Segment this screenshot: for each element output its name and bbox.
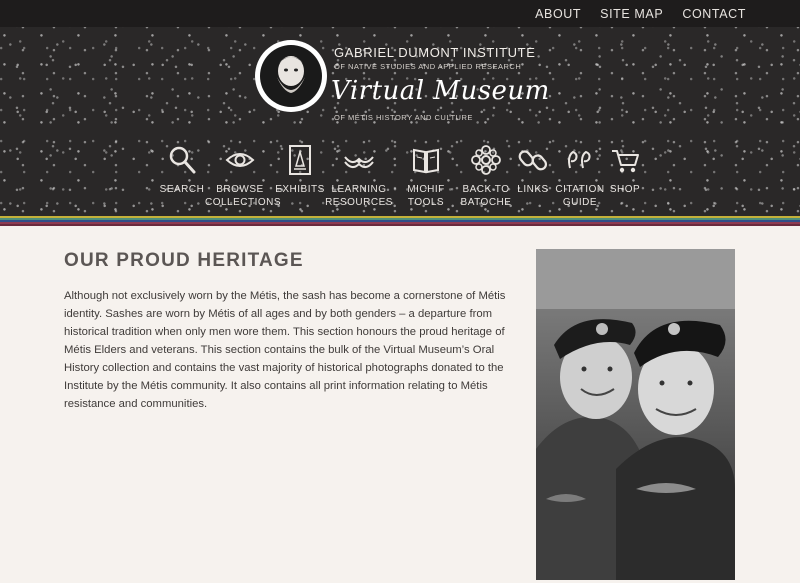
nav-learning-label: LEARNING RESOURCES (325, 184, 393, 208)
cart-icon (610, 144, 640, 176)
about-link[interactable]: ABOUT (535, 7, 582, 21)
nav-shop[interactable] (590, 144, 660, 196)
eye-icon (225, 144, 255, 176)
intro-paragraph: Although not exclusively worn by the Métis, the sash has become a cornerstone of Métis identity. Sashes are worn by Métis of all ages and by both genders – a departure from historical tradition when only men wore them. This section honours the proud heritage of Métis Elders and veterans. This section contains the bulk of the Virtual Museum’s Oral History collection and contains the vast majority of historical photographs donated to the Institute by the Métis community. It also contains all print information relating to Métis resistance and communities. (64, 290, 506, 410)
org-name: GABRIEL DUMONT INSTITUTE (334, 45, 536, 60)
open-book-icon (411, 144, 441, 176)
institute-logo[interactable] (255, 40, 327, 112)
site-header (0, 0, 800, 216)
org-subtitle: OF NATIVE STUDIES AND APPLIED RESEARCH (334, 62, 522, 71)
nav-shop-label: SHOP (609, 184, 641, 195)
nav-links-label: LINKS (517, 184, 549, 195)
nav-browse-label: BROWSE COLLECTIONS (205, 184, 282, 208)
book-icon (285, 144, 315, 176)
nav-batoche-label: BACK TO BATOCHE (460, 184, 512, 208)
chain-icon (518, 144, 548, 176)
site-map-link[interactable]: SITE MAP (600, 7, 664, 21)
portrait-icon (260, 45, 322, 107)
flower-icon (471, 144, 501, 176)
nav-exhibits-label: EXHIBITS (275, 184, 325, 195)
nav-learning-resources[interactable] (324, 144, 394, 209)
nav-search-label: SEARCH (159, 184, 205, 195)
museum-title[interactable]: Virtual Museum (331, 76, 550, 106)
veterans-photo (536, 249, 735, 580)
sash-icon (344, 144, 374, 176)
sash-stripes (0, 216, 800, 226)
main-content (0, 226, 800, 583)
magnifier-icon (167, 144, 197, 176)
top-links (535, 7, 746, 21)
top-bar (0, 0, 800, 27)
contact-link[interactable]: CONTACT (682, 7, 746, 21)
page-title: OUR PROUD HERITAGE (64, 250, 304, 271)
museum-subtitle: OF MÉTIS HISTORY AND CULTURE (334, 113, 473, 122)
nav-michif-label: MICHIF TOOLS (407, 184, 445, 208)
nav-citation-label: CITATION GUIDE (555, 184, 605, 208)
